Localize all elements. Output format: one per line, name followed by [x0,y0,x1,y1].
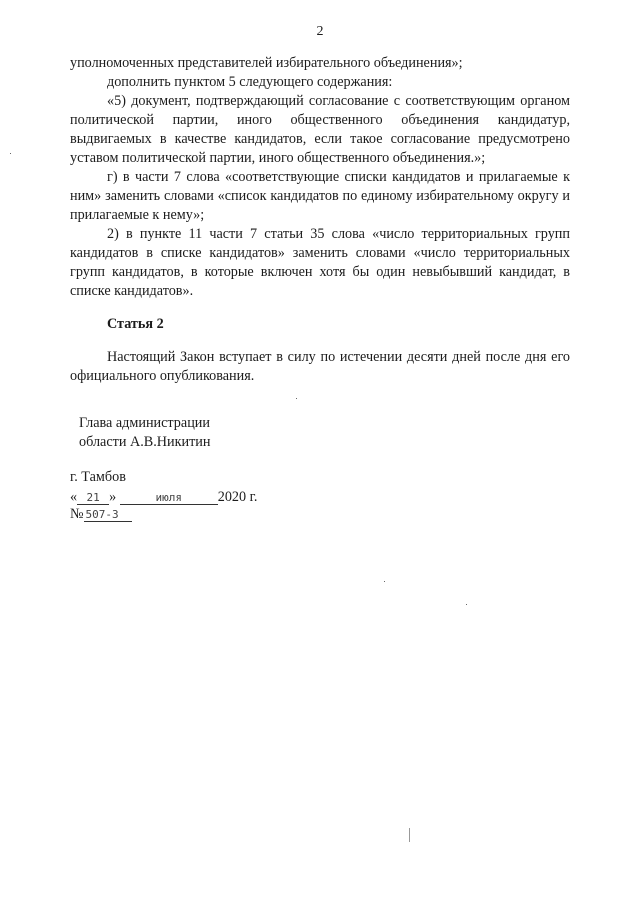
paragraph-1: уполномоченных представителей избирательного объединения»; [70,55,463,71]
signing-date [70,489,257,506]
signature-name: области А.В.Никитин [79,434,211,450]
paragraph-5: 2) в пункте 11 части 7 статьи 35 слова «число территориальных групп кандидатов в списке кандидатов» заменить словами «число территориальных групп кандидатов, в которые включен хотя бы один невыбывший кандидат, в списке кандидатов». [70,226,570,299]
page-number: 2 [316,24,324,39]
article-text: Настоящий Закон вступает в силу по истечении десяти дней после дня его официального опубликования. [70,349,570,384]
scan-speck [466,604,467,605]
law-number [70,506,132,523]
signature-block [79,414,210,452]
signature-title: Глава администрации [79,415,210,431]
date-close-quote: » [109,489,117,505]
scan-speck [10,153,11,154]
date-year: 2020 г. [217,489,258,505]
article-heading: Статья 2 [107,316,164,332]
date-day: 21 [77,492,109,505]
paragraph-2: дополнить пунктом 5 следующего содержания: [107,74,393,90]
number-label: № [70,506,84,522]
scan-speck [409,828,410,842]
paragraph-4: г) в части 7 слова «соответствующие списки кандидатов и прилагаемые к ним» заменить словами «список кандидатов по единому избирательному округу и прилагаемые к нему»; [70,169,570,223]
paragraph-3: «5) документ, подтверждающий согласование с соответствующим органом политической партии, иного общественного объединения кандидатур, выдвигаемых в качестве кандидатов, если такое согласование предусмотрено уставом политической партии, иного общественного объединения.»; [70,93,570,166]
scan-speck [296,398,297,399]
scan-speck [384,581,385,582]
law-amendments-body [70,54,570,301]
date-open-quote: « [70,489,78,505]
place-of-signing: г. Тамбов [70,469,126,485]
number-value: 507-З [84,509,132,522]
date-month: июля [120,492,218,505]
